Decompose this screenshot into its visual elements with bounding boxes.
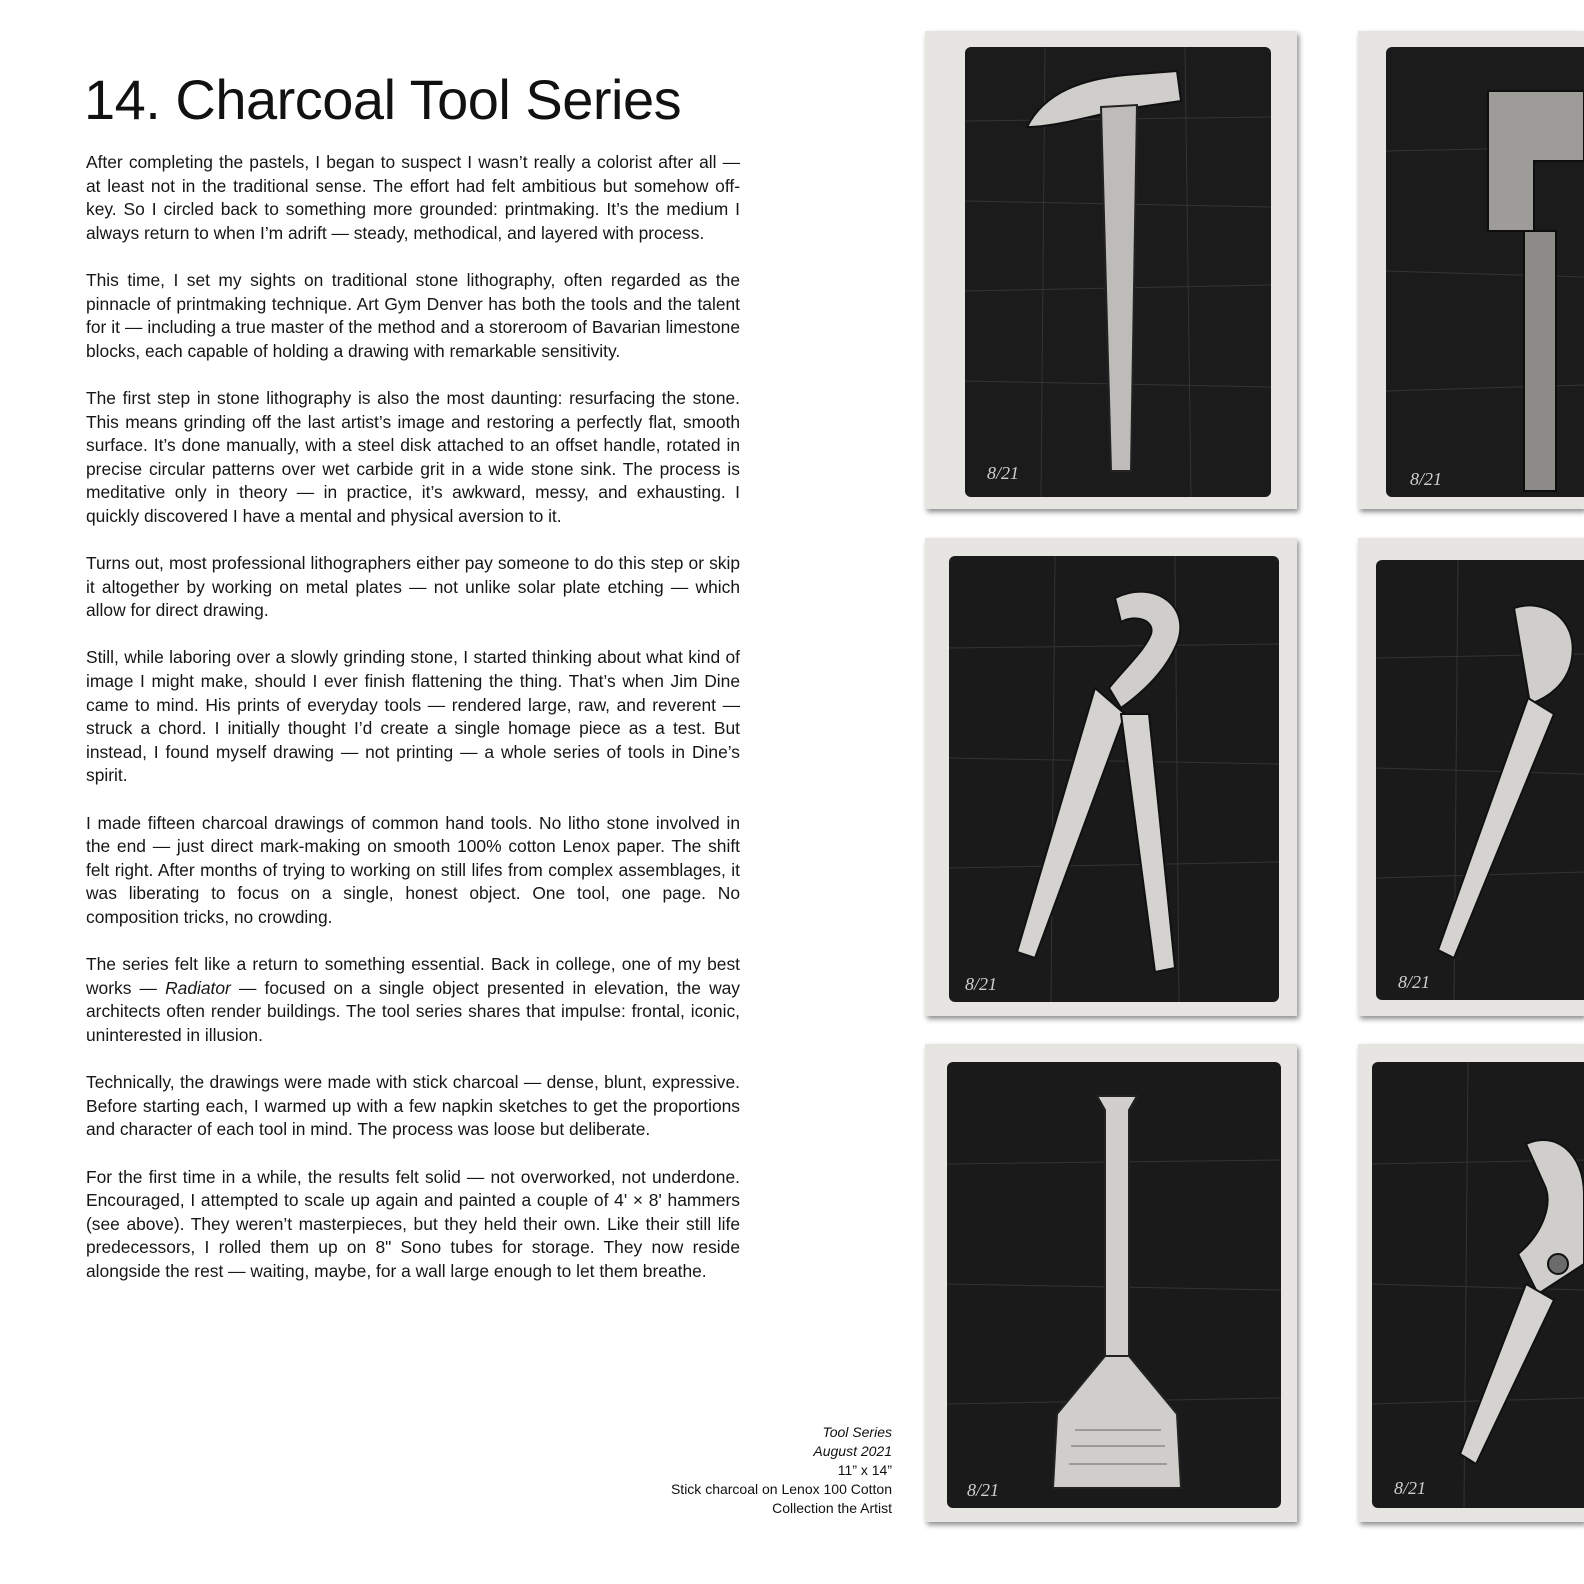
essay-paragraph-5: Still, while laboring over a slowly grinding stone, I started thinking about what kind of image I might make, should I ever finish flattening the thing. That’s when Jim Dine came to mind. His prints of everyday tools — rendered large, raw, and reverent — struck a chord. I initially thought I’d create a single homage piece as a test. But instead, I found myself drawing — not printing — a whole series of tools in Dine’s spirit. — [86, 647, 740, 786]
drawing-pliers — [925, 538, 1297, 1016]
essay-body — [86, 151, 740, 1307]
pliers-2-signature-date: 8/21 — [1394, 1478, 1427, 1498]
essay-paragraph-2: This time, I set my sights on traditional stone lithography, often regarded as the pinnacle of printmaking technique. Art Gym Denver has both the tools and the talent for it — including a true master of the method and a storeroom of Bavarian limestone blocks, each capable of holding a drawing with remarkable sensitivity. — [86, 269, 740, 361]
pipe-wrench-signature-date: 8/21 — [1410, 469, 1443, 489]
hammer-signature-date: 8/21 — [987, 463, 1020, 483]
essay-paragraph-9: For the first time in a while, the results felt solid — not overworked, not underdone. Encouraged, I attempted to scale up again and painted a couple of 4' × 8' hammers (see above). They weren’t masterpieces, but they held their own. Like their still life predecessors, I rolled them up on 8" Sono tubes for storage. They now reside alongside the rest — waiting, maybe, for a wall large enough to let them breathe. — [86, 1166, 740, 1281]
pliers-drawing-image — [925, 538, 1297, 1016]
artwork-caption — [671, 1423, 892, 1518]
essay-paragraph-4: Turns out, most professional lithographers either pay someone to do this step or skip it altogether by working on metal plates — not unlike solar plate etching — which allow for direct drawing. — [86, 553, 740, 621]
essay-paragraph-1: After completing the pastels, I began to suspect I wasn’t really a colorist after all — at least not in the traditional sense. The effort had felt ambitious but somehow off-key. So I circled back to something more grounded: printmaking. It’s the medium I always return to when I’m adrift — steady, methodical, and layered with process. — [86, 152, 740, 243]
caption-date: August 2021 — [813, 1443, 892, 1459]
essay-p7-before: The series felt like a return to something essential. Back in college, one of my best works — — [86, 954, 740, 998]
caption-dimensions: 11” x 14” — [837, 1462, 892, 1478]
essay-paragraph-8: Technically, the drawings were made with stick charcoal — dense, blunt, expressive. Before starting each, I warmed up with a few napkin sketches to get the proportions and character of each tool in mind. The process was loose but deliberate. — [86, 1072, 740, 1140]
caption-collection: Collection the Artist — [772, 1500, 892, 1516]
drawing-pliers-2 — [1358, 1044, 1584, 1522]
paint-scraper-signature-date: 8/21 — [967, 1480, 1000, 1500]
drawing-paint-scraper — [925, 1044, 1297, 1522]
caption-title: Tool Series — [822, 1424, 892, 1440]
drawing-pruning-shears — [1358, 538, 1584, 1016]
pruning-shears-drawing-image — [1358, 538, 1584, 1016]
pliers-signature-date: 8/21 — [965, 974, 998, 994]
essay-paragraph-7 — [86, 953, 740, 1047]
pruning-shears-signature-date: 8/21 — [1398, 972, 1431, 992]
essay-paragraph-3: The first step in stone lithography is also the most daunting: resurfacing the stone. This means grinding off the last artist’s image and restoring a perfectly flat, smooth surface. It’s done manually, with a steel disk attached to an offset handle, rotated in precise circular patterns over wet carbide grit in a wide stone sink. The process is meditative only in theory — in practice, it’s awkward, messy, and exhausting. I quickly discovered I have a mental and physical aversion to it. — [86, 387, 740, 526]
page-title: 14. Charcoal Tool Series — [84, 68, 682, 131]
paint-scraper-drawing-image — [925, 1044, 1297, 1522]
pipe-wrench-drawing-image — [1358, 31, 1584, 509]
essay-paragraph-6: I made fifteen charcoal drawings of common hand tools. No litho stone involved in the end — just direct mark-making on smooth 100% cotton Lenox paper. The shift felt right. After months of trying to working on still lifes from complex assemblages, it was liberating to focus on a single, honest object. One tool, one page. No composition tricks, no crowding. — [86, 812, 740, 927]
essay-p7-after: — focused on a single object presented in elevation, the way architects often render buildings. The tool series shares that impulse: frontal, iconic, uninterested in illusion. — [86, 977, 740, 1045]
drawing-hammer — [925, 31, 1297, 509]
hammer-drawing-image — [925, 31, 1297, 509]
artwork-title-radiator: Radiator — [165, 977, 231, 998]
drawing-pipe-wrench — [1358, 31, 1584, 509]
pliers-2-drawing-image — [1358, 1044, 1584, 1522]
caption-medium: Stick charcoal on Lenox 100 Cotton — [670, 1481, 892, 1497]
